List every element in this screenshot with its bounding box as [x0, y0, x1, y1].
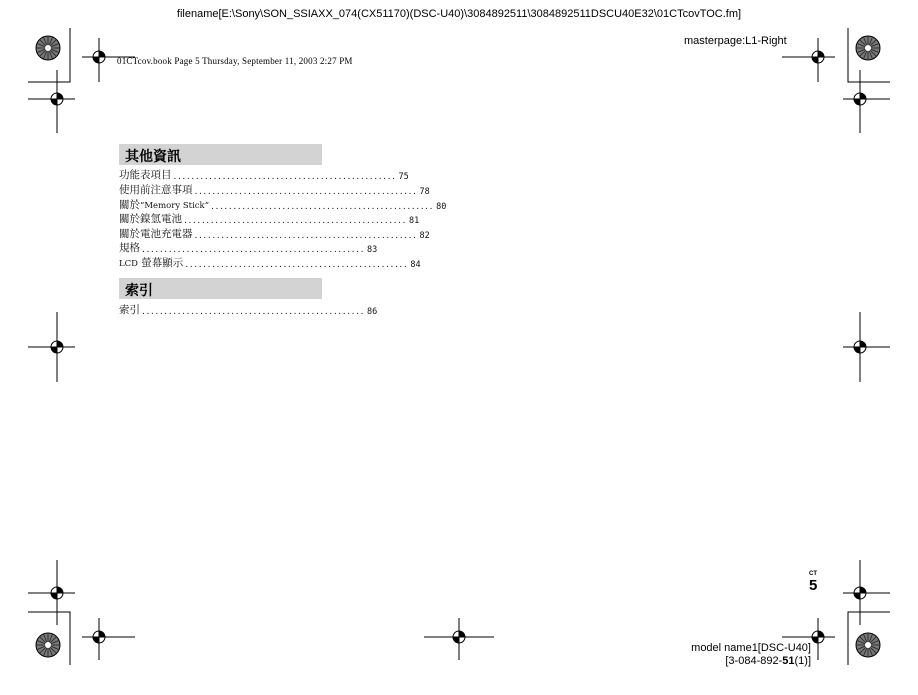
language-code: CT — [809, 571, 817, 577]
toc-entry[interactable] — [119, 241, 378, 255]
toc-entry-label: 索引 — [119, 304, 140, 316]
toc-entry-label — [119, 255, 183, 270]
toc-entry-page: 84 — [410, 260, 421, 270]
model-code-line — [725, 655, 811, 667]
toc-entry[interactable] — [119, 256, 421, 270]
toc-entry-label: 規格 — [119, 242, 140, 254]
toc-entry-label: 關於電池充電器 — [119, 228, 193, 240]
toc-leader: .................................................. — [184, 216, 408, 226]
page-number: 5 — [809, 577, 818, 594]
toc-leader: .................................................. — [185, 260, 409, 270]
toc-entry[interactable] — [119, 183, 430, 197]
toc-entry-label-lcd: LCD — [119, 259, 138, 269]
toc-entry-label: 功能表項目 — [119, 169, 172, 181]
toc-entry[interactable] — [119, 227, 430, 241]
section-heading-other-info — [119, 144, 322, 165]
toc-entry[interactable] — [119, 303, 378, 317]
toc-entry[interactable] — [119, 212, 420, 226]
toc-entry[interactable] — [119, 198, 447, 212]
section-title: 索引 — [125, 283, 153, 299]
model-code-prefix: [3-084-892- — [725, 655, 783, 667]
toc-entry-label — [119, 197, 209, 212]
toc-entry-page: 86 — [367, 307, 378, 317]
toc-entry-page: 75 — [398, 172, 409, 182]
toc-leader: .................................................. — [173, 172, 397, 182]
toc-entry-page: 81 — [409, 216, 420, 226]
header-filename: filename[E:\Sony\SON_SSIAXX_074(CX51170)(DSC-U40)\3084892511\3084892511DSCU40E32\01CTcovTOC.fm] — [176, 8, 742, 20]
section-heading-index — [119, 278, 322, 299]
toc-entry-page: 80 — [436, 202, 447, 212]
toc-leader: .................................................. — [194, 231, 418, 241]
toc-entry-page: 78 — [419, 187, 430, 197]
model-code-suffix: (1)] — [794, 655, 811, 667]
header-book-line: 01CTcov.book Page 5 Thursday, September 11, 2003 2:27 PM — [117, 56, 353, 66]
toc-leader: .................................................. — [142, 307, 366, 317]
toc-entry-label: 關於鎳氫電池 — [119, 213, 182, 225]
toc-leader: .................................................. — [142, 245, 366, 255]
toc-entry-label-prefix: 關於 — [119, 199, 140, 211]
toc-entry-label: 使用前注意事項 — [119, 184, 193, 196]
model-name-line: model name1[DSC-U40] — [691, 642, 811, 654]
toc-leader: .................................................. — [211, 202, 435, 212]
section-title: 其他資訊 — [125, 149, 181, 165]
model-code-bold: 51 — [782, 655, 795, 667]
toc-entry-page: 83 — [367, 245, 378, 255]
toc-entry-page: 82 — [419, 231, 430, 241]
toc-entry[interactable] — [119, 168, 409, 182]
header-masterpage: masterpage:L1-Right — [684, 35, 787, 47]
toc-entry-label-memory-stick: “Memory Stick” — [140, 201, 210, 211]
toc-leader: .................................................. — [194, 187, 418, 197]
toc-entry-label-rest: 螢幕顯示 — [137, 257, 184, 269]
